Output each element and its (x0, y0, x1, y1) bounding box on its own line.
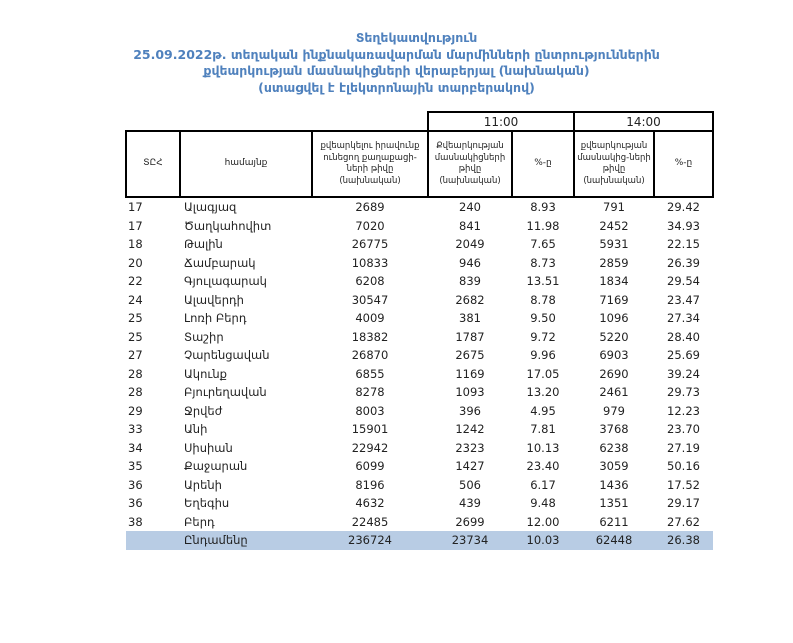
cell-participants-1400: 6238 (599, 440, 629, 455)
cell-participants-1100: 396 (459, 403, 481, 418)
cell-percent-1100: 11.98 (526, 218, 560, 233)
column-header-eligible: քվեարկելու իրավունք ունեցող քաղաքացի-ների թիվը (նախնական) (312, 131, 428, 197)
total-label: Ընդամենը (180, 531, 312, 550)
table-row (126, 402, 713, 421)
cell-participants-1400: 1351 (599, 496, 629, 510)
cell-eligible: 30547 (351, 292, 389, 307)
cell-percent-1100: 9.48 (530, 496, 556, 510)
cell-community: Քաջարան (184, 459, 248, 473)
cell-participants-1400: 791 (603, 200, 625, 214)
cell-percent-1400: 39.24 (667, 366, 700, 381)
cell-eligible: 18382 (351, 329, 389, 344)
title-line-1: Տեղեկատվություն (355, 30, 478, 45)
cell-participants-1100: 2682 (455, 292, 485, 307)
cell-community: Թալին (184, 237, 223, 251)
table-row (126, 383, 713, 402)
column-header-participants-1100: Քվեարկության մասնակիցների թիվը (նախնական) (428, 131, 512, 197)
turnout-table (125, 111, 714, 550)
document-title (0, 30, 793, 96)
table-row (126, 235, 713, 254)
cell-community: Սիսիան (184, 440, 233, 455)
column-header-row (126, 131, 713, 197)
column-header-code: ՏԸՀ (126, 131, 180, 197)
blank-header-cell (126, 112, 428, 131)
cell-percent-1100: 13.51 (526, 274, 560, 288)
cell-community: Բյուրեղավան (184, 385, 267, 399)
cell-eligible: 26775 (351, 237, 389, 251)
cell-community: Գյուլագարակ (184, 274, 267, 288)
table-row (126, 420, 713, 439)
cell-code: 24 (128, 292, 143, 307)
cell-eligible: 8196 (355, 477, 385, 492)
cell-community: Անի (184, 422, 208, 436)
cell-eligible: 8003 (355, 403, 385, 418)
table-row (126, 346, 713, 365)
total-participants-1400: 62448 (574, 531, 654, 550)
cell-community: Ճամբարակ (184, 255, 256, 270)
cell-percent-1100: 17.05 (526, 366, 560, 381)
title-line-2: 25.09.2022թ. տեղական ինքնակառավարման մարմինների ընտրություններին (133, 46, 660, 62)
cell-percent-1400: 29.73 (667, 385, 700, 399)
cell-percent-1400: 23.47 (667, 292, 700, 307)
cell-eligible: 8278 (355, 385, 385, 399)
total-participants-1100: 23734 (428, 531, 512, 550)
cell-percent-1400: 27.62 (667, 514, 700, 529)
cell-participants-1400: 5931 (599, 237, 629, 251)
cell-participants-1100: 946 (459, 255, 481, 270)
cell-participants-1400: 2859 (599, 255, 629, 270)
title-line-4: (ստացվել է էլեկտրոնային տարբերակով) (258, 79, 535, 95)
column-header-percent-1400: %-ը (654, 131, 713, 197)
cell-participants-1400: 979 (603, 403, 625, 418)
cell-percent-1100: 13.20 (526, 385, 560, 399)
cell-percent-1400: 12.23 (667, 403, 700, 418)
cell-community: Ջրվեժ (184, 403, 223, 418)
cell-community: Բերդ (184, 514, 215, 529)
total-row (126, 531, 713, 550)
cell-code: 35 (128, 459, 143, 473)
cell-eligible: 10833 (351, 255, 389, 270)
cell-community: Ակունք (184, 366, 227, 381)
table-row (126, 291, 713, 310)
cell-eligible: 22485 (351, 514, 389, 529)
cell-participants-1100: 2675 (455, 348, 485, 362)
cell-participants-1100: 841 (459, 218, 481, 233)
cell-participants-1400: 7169 (599, 292, 629, 307)
cell-eligible: 22942 (351, 440, 389, 455)
cell-percent-1100: 9.72 (530, 329, 556, 344)
cell-participants-1400: 1436 (599, 477, 629, 492)
cell-percent-1100: 6.17 (530, 477, 556, 492)
total-percent-1400: 26.38 (654, 531, 713, 550)
cell-percent-1100: 8.78 (530, 292, 556, 307)
cell-participants-1100: 1169 (455, 366, 485, 381)
cell-participants-1400: 5220 (599, 329, 629, 344)
cell-percent-1400: 17.52 (667, 477, 700, 492)
cell-code: 29 (128, 403, 143, 418)
cell-eligible: 6208 (355, 274, 385, 288)
cell-code: 28 (128, 366, 143, 381)
time-header-1400: 14:00 (574, 112, 713, 131)
cell-percent-1400: 25.69 (667, 348, 700, 362)
cell-participants-1400: 2690 (599, 366, 629, 381)
cell-percent-1100: 12.00 (526, 514, 560, 529)
column-header-percent-1100: %-ը (512, 131, 574, 197)
table-row (126, 476, 713, 495)
table-row (126, 217, 713, 236)
cell-percent-1100: 7.65 (530, 237, 556, 251)
cell-percent-1400: 29.17 (667, 496, 700, 510)
total-code-cell (126, 531, 180, 550)
cell-code: 25 (128, 329, 143, 344)
cell-participants-1100: 839 (459, 274, 481, 288)
cell-participants-1400: 3768 (599, 422, 629, 436)
table-row (126, 457, 713, 476)
cell-code: 34 (128, 440, 143, 455)
cell-code: 18 (128, 237, 143, 251)
cell-participants-1100: 2049 (455, 237, 485, 251)
table-row (126, 197, 713, 217)
table-row (126, 494, 713, 513)
cell-participants-1400: 1834 (599, 274, 629, 288)
cell-eligible: 26870 (351, 348, 389, 362)
cell-participants-1100: 381 (459, 311, 481, 325)
table-row (126, 272, 713, 291)
cell-participants-1400: 3059 (599, 459, 629, 473)
cell-eligible: 15901 (351, 422, 389, 436)
cell-code: 33 (128, 422, 143, 436)
cell-percent-1400: 29.42 (667, 200, 700, 214)
table-body (126, 197, 713, 531)
cell-percent-1100: 9.96 (530, 348, 556, 362)
cell-code: 36 (128, 496, 143, 510)
cell-code: 27 (128, 348, 143, 362)
cell-code: 28 (128, 385, 143, 399)
cell-percent-1400: 27.19 (667, 440, 700, 455)
cell-participants-1100: 506 (459, 477, 481, 492)
cell-percent-1400: 26.39 (667, 255, 700, 270)
cell-percent-1100: 8.93 (530, 200, 556, 214)
table-row (126, 254, 713, 273)
cell-community: Եղեգիս (184, 496, 230, 510)
cell-participants-1400: 1096 (599, 311, 629, 325)
cell-percent-1400: 28.40 (667, 329, 700, 344)
cell-percent-1100: 8.73 (530, 255, 556, 270)
table-row (126, 309, 713, 328)
cell-eligible: 2689 (355, 200, 385, 214)
cell-participants-1100: 2323 (455, 440, 485, 455)
cell-participants-1400: 6903 (599, 348, 629, 362)
cell-participants-1100: 439 (459, 496, 481, 510)
cell-percent-1100: 23.40 (526, 459, 560, 473)
cell-percent-1100: 4.95 (530, 403, 556, 418)
cell-community: Ալավերդի (184, 292, 244, 307)
cell-percent-1100: 10.13 (526, 440, 560, 455)
cell-participants-1100: 1787 (455, 329, 485, 344)
cell-code: 25 (128, 311, 143, 325)
cell-eligible: 6099 (355, 459, 385, 473)
total-percent-1100: 10.03 (512, 531, 574, 550)
cell-community: Չարենցավան (184, 348, 270, 362)
cell-community: Տաշիր (184, 329, 224, 344)
cell-percent-1400: 27.34 (667, 311, 700, 325)
cell-participants-1100: 1093 (455, 385, 485, 399)
cell-percent-1400: 50.16 (667, 459, 700, 473)
cell-code: 20 (128, 255, 143, 270)
title-line-3: քվեարկության մասնակիցների վերաբերյալ (նախնական) (203, 63, 590, 78)
cell-eligible: 6855 (355, 366, 385, 381)
cell-eligible: 4009 (355, 311, 385, 325)
cell-percent-1400: 23.70 (667, 422, 700, 436)
column-header-participants-1400: քվեարկության մասնակից-ների թիվը (նախնական) (574, 131, 654, 197)
cell-participants-1100: 2699 (455, 514, 485, 529)
cell-community: Արենի (184, 477, 222, 492)
cell-code: 38 (128, 514, 143, 529)
cell-community: Ծաղկահովիտ (184, 218, 272, 233)
total-eligible: 236724 (312, 531, 428, 550)
cell-percent-1400: 29.54 (667, 274, 700, 288)
time-header-row (126, 112, 713, 131)
cell-participants-1400: 2461 (599, 385, 629, 399)
table-row (126, 513, 713, 532)
cell-participants-1400: 2452 (599, 218, 629, 233)
cell-participants-1400: 6211 (599, 514, 629, 529)
cell-code: 22 (128, 274, 143, 288)
cell-code: 17 (128, 200, 143, 214)
cell-participants-1100: 1242 (455, 422, 485, 436)
cell-percent-1400: 22.15 (667, 237, 700, 251)
cell-percent-1100: 7.81 (530, 422, 556, 436)
column-header-community: համայնք (180, 131, 312, 197)
cell-participants-1100: 1427 (455, 459, 485, 473)
time-header-1100: 11:00 (428, 112, 574, 131)
cell-participants-1100: 240 (459, 200, 481, 214)
table-row (126, 439, 713, 458)
cell-eligible: 7020 (355, 218, 385, 233)
table-row (126, 365, 713, 384)
table-row (126, 328, 713, 347)
cell-percent-1100: 9.50 (530, 311, 556, 325)
cell-community: Լոռի Բերդ (184, 311, 247, 325)
cell-eligible: 4632 (355, 496, 385, 510)
cell-community: Ալագյազ (184, 200, 237, 214)
cell-code: 17 (128, 218, 143, 233)
cell-code: 36 (128, 477, 143, 492)
cell-percent-1400: 34.93 (667, 218, 700, 233)
